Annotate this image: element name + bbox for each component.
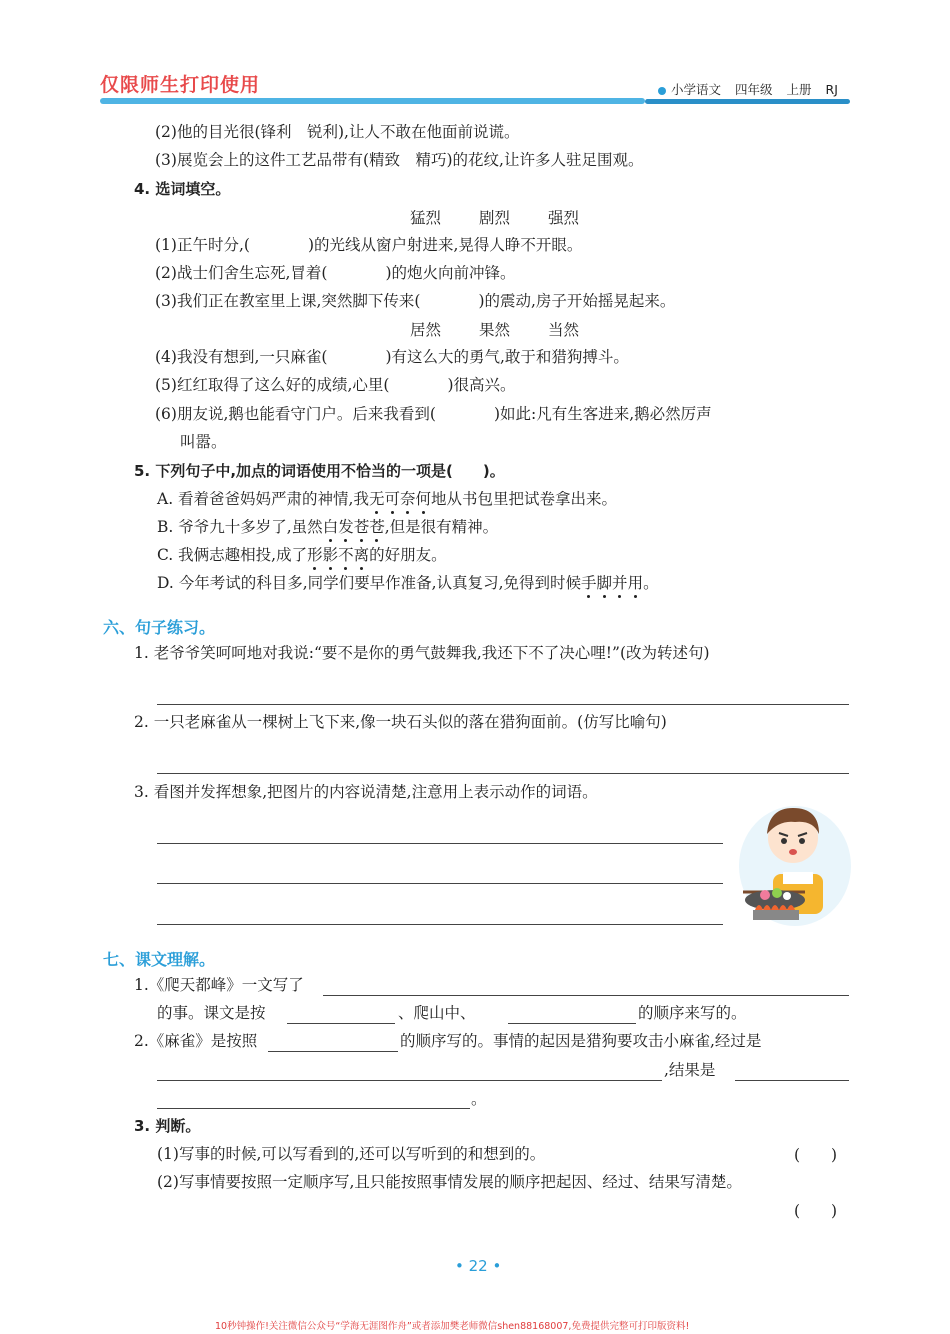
- word-option: 果然: [479, 321, 511, 339]
- bullet-dot-icon: [658, 87, 666, 95]
- boy-cooking-illustration: [733, 796, 851, 930]
- header-rule-accent: [645, 99, 850, 104]
- q4-item-1: (1)正午时分,( )的光线从窗户射进来,晃得人睁不开眼。: [155, 236, 583, 254]
- answer-line[interactable]: [735, 1080, 849, 1081]
- emphasis-char: 白: [322, 518, 339, 536]
- answer-line[interactable]: [508, 1023, 636, 1024]
- footer-note: 10秒钟操作!关注微信公众号“学海无涯图作舟”或者添加樊老师微信shen88168007,免费提供完整可打印版资料!: [215, 1321, 690, 1332]
- emphasis-char: 形: [307, 546, 323, 564]
- header-info: [658, 80, 838, 98]
- emphasis-char: 并: [612, 574, 628, 592]
- q4-title: 4. 选词填空。: [134, 180, 231, 198]
- dotted-phrase: [307, 546, 369, 564]
- q3-item-3: (3)展览会上的这件工艺品带有(精致 精巧)的花纹,让许多人驻足围观。: [155, 151, 644, 169]
- header-rule: [100, 98, 645, 104]
- word-option: 当然: [548, 321, 580, 339]
- q3-item-2: (2)他的目光很(锋利 锐利),让人不敢在他面前说谎。: [155, 123, 520, 141]
- brand-banner: 仅限师生打印使用: [100, 74, 261, 96]
- s7-q1-a: 1.《爬天都峰》一文写了: [134, 976, 304, 994]
- s7-q2-d: 。: [471, 1090, 487, 1108]
- answer-line[interactable]: [323, 995, 849, 996]
- q4-item-5: (5)红红取得了这么好的成绩,心里( )很高兴。: [155, 376, 516, 394]
- s7-q1-c: 、爬山中、: [398, 1004, 476, 1022]
- q4-item-2: (2)战士们舍生忘死,冒着( )的炮火向前冲锋。: [155, 264, 516, 282]
- emphasis-char: 奈: [400, 490, 416, 508]
- emphasis-char: 用: [627, 574, 644, 592]
- dotted-phrase: [323, 518, 385, 536]
- s6-q2: 2. 一只老麻雀从一棵树上飞下来,像一块石头似的落在猎狗面前。(仿写比喻句): [134, 713, 667, 731]
- judge-item-2: (2)写事情要按照一定顺序写,且只能按照事情发展的顺序把起因、经过、结果写清楚。: [157, 1173, 742, 1191]
- grade-label: 四年级: [735, 82, 773, 97]
- dotted-phrase: [581, 574, 643, 592]
- answer-line[interactable]: [157, 773, 849, 774]
- s7-q3-title: 3. 判断。: [134, 1117, 201, 1135]
- dotted-phrase: [369, 490, 431, 508]
- page-number: • 22 •: [455, 1257, 502, 1275]
- answer-line[interactable]: [157, 1080, 662, 1081]
- subject-label: 小学语文: [671, 82, 722, 97]
- emphasis-char: 苍: [369, 518, 385, 536]
- term-label: 上册: [786, 82, 812, 97]
- q5-option-c[interactable]: C. 我俩志趣相投,成了形影不离的好朋友。: [157, 546, 447, 564]
- emphasis-char: 脚: [596, 574, 613, 592]
- answer-line[interactable]: [157, 924, 723, 925]
- word-option: 猛烈: [410, 209, 442, 227]
- answer-line[interactable]: [157, 883, 723, 884]
- q5-title: 5. 下列句子中,加点的词语使用不恰当的一项是( )。: [134, 462, 505, 480]
- word-bank-b: [410, 318, 617, 340]
- answer-line[interactable]: [287, 1023, 395, 1024]
- word-option: 强烈: [548, 209, 580, 227]
- emphasis-char: 影: [322, 546, 339, 564]
- emphasis-char: 苍: [353, 518, 370, 536]
- q5-option-a[interactable]: A. 看着爸爸妈妈严肃的神情,我无可奈何地从书包里把试卷拿出来。: [157, 490, 618, 508]
- word-bank-a: [410, 206, 617, 228]
- emphasis-char: 不: [338, 546, 354, 564]
- judge-answer-box[interactable]: ( ): [794, 1146, 838, 1164]
- edition-label: RJ: [825, 82, 838, 97]
- s7-q1-b: 的事。课文是按: [157, 1004, 266, 1022]
- emphasis-char: 可: [384, 490, 401, 508]
- s6-q1: 1. 老爷爷笑呵呵地对我说:“要不是你的勇气鼓舞我,我还下不了决心哩!”(改为转述句): [134, 644, 710, 662]
- emphasis-char: 手: [581, 574, 597, 592]
- section-6-title: 六、句子练习。: [103, 618, 216, 637]
- judge-item-1: (1)写事的时候,可以写看到的,还可以写听到的和想到的。: [157, 1145, 546, 1163]
- answer-line[interactable]: [157, 1108, 470, 1109]
- s7-q1-d: 的顺序来写的。: [638, 1004, 747, 1022]
- answer-line[interactable]: [157, 704, 849, 705]
- s7-q2-b: 的顺序写的。事情的起因是猎狗要攻击小麻雀,经过是: [400, 1032, 762, 1050]
- q4-item-3: (3)我们正在教室里上课,突然脚下传来( )的震动,房子开始摇晃起来。: [155, 292, 676, 310]
- s7-q2-c: ,结果是: [664, 1061, 716, 1079]
- q5-option-d[interactable]: D. 今年考试的科目多,同学们要早作准备,认真复习,免得到时候手脚并用。: [157, 574, 659, 592]
- emphasis-char: 发: [338, 518, 354, 536]
- answer-line[interactable]: [268, 1051, 398, 1052]
- word-option: 剧烈: [479, 209, 511, 227]
- judge-answer-box[interactable]: ( ): [794, 1202, 838, 1220]
- answer-line[interactable]: [157, 843, 723, 844]
- emphasis-char: 离: [353, 546, 370, 564]
- s6-q3: 3. 看图并发挥想象,把图片的内容说清楚,注意用上表示动作的词语。: [134, 783, 598, 801]
- emphasis-char: 何: [415, 490, 432, 508]
- s7-q2-a: 2.《麻雀》是按照: [134, 1032, 258, 1050]
- q4-item-6-cont: 叫嚣。: [180, 433, 227, 451]
- q4-item-6: (6)朋友说,鹅也能看守门户。后来我看到( )如此:凡有生客进来,鹅必然厉声: [155, 405, 712, 423]
- section-7-title: 七、课文理解。: [103, 950, 216, 969]
- emphasis-char: 无: [368, 490, 385, 508]
- q4-item-4: (4)我没有想到,一只麻雀( )有这么大的勇气,敢于和猎狗搏斗。: [155, 348, 629, 366]
- q5-option-b[interactable]: B. 爷爷九十多岁了,虽然白发苍苍,但是很有精神。: [157, 518, 499, 536]
- word-option: 居然: [410, 321, 442, 339]
